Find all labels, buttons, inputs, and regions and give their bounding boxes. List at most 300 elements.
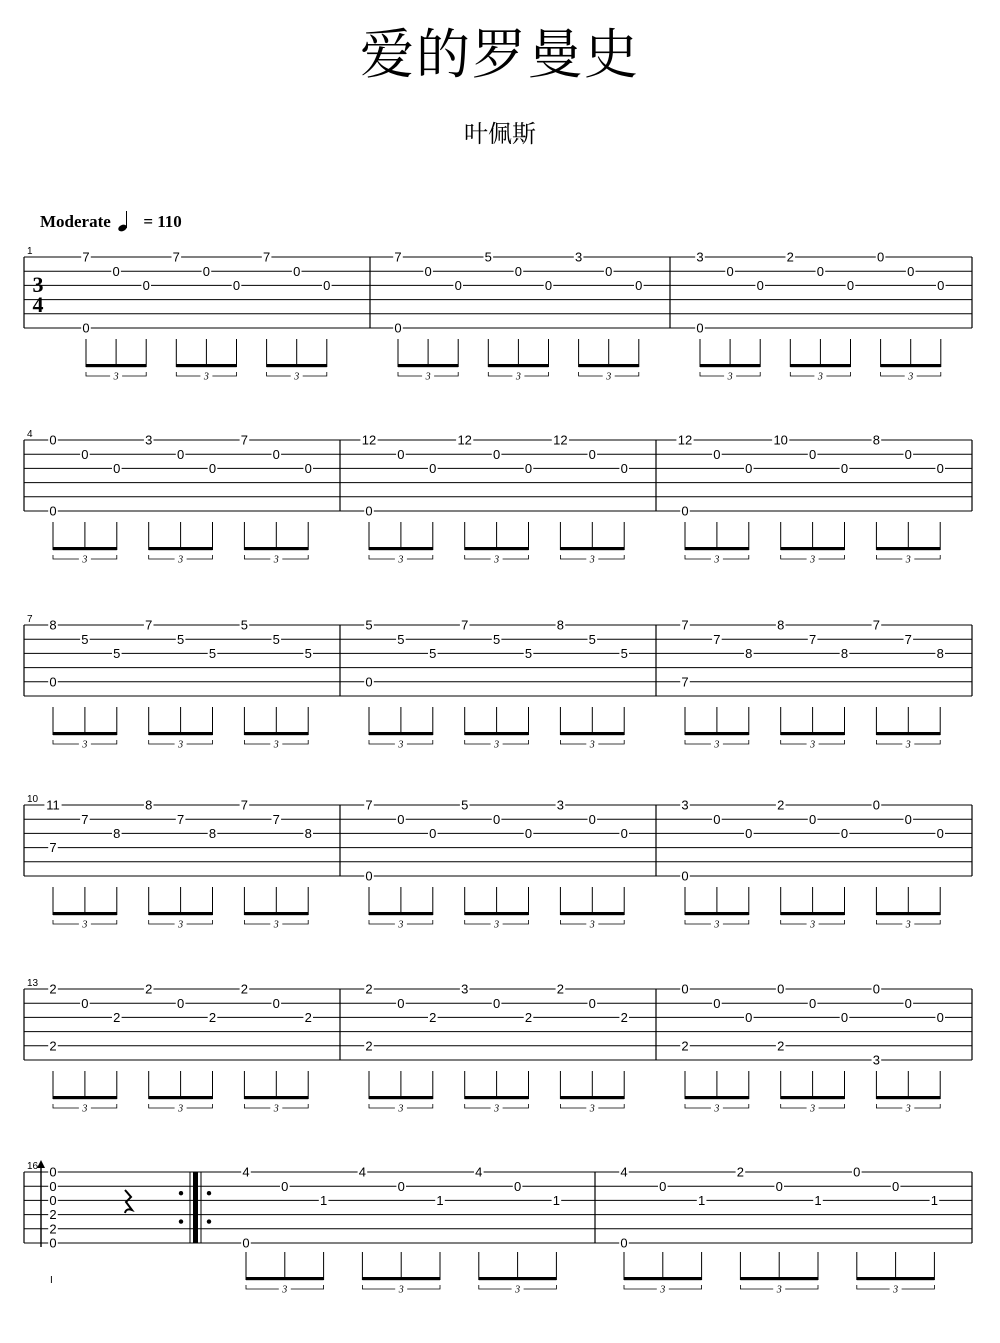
fret-number: 0 [681,981,689,997]
fret-number: 8 [872,432,881,448]
repeat-dot [179,1191,183,1195]
fret-number: 1 [552,1193,561,1208]
fret-number: 0 [808,811,817,827]
end-marker: I [50,1275,53,1286]
fret-number: 0 [588,811,596,827]
bass-fret-number: 0 [681,503,689,519]
fret-number: 5 [304,646,312,661]
fret-number: 0 [904,446,912,462]
beam [369,547,433,550]
beam [398,364,458,367]
fret-number: 8 [556,617,565,633]
fret-number: 0 [281,1178,289,1194]
fret-number: 7 [808,631,817,647]
fret-number: 0 [492,446,501,462]
tuplet-number: 3 [776,1284,782,1296]
beam [740,1277,818,1280]
fret-number: 0 [745,461,753,476]
fret-number: 0 [142,278,150,293]
tuplet-number: 3 [908,371,914,383]
tempo-text: Moderate [40,212,111,231]
fret-number: 0 [429,826,437,841]
fret-number: 7 [240,797,249,813]
bass-fret-number: 0 [620,1235,628,1251]
beam [362,1277,440,1280]
bass-fret-number: 0 [49,674,57,690]
fret-number: 2 [777,797,785,813]
beam [465,1096,529,1099]
song-title: 爱的罗曼史 [360,23,640,86]
fret-number: 0 [745,826,753,841]
fret-number: 7 [461,617,469,633]
tuplet-number: 3 [905,1103,911,1115]
tuplet-number: 3 [398,1284,404,1296]
fret-number: 7 [904,631,912,647]
fret-number: 0 [756,278,764,293]
beam [560,1096,624,1099]
tuplet-number: 3 [515,1284,521,1296]
fret-number: 0 [524,461,533,476]
tuplet-number: 3 [82,739,88,751]
fret-number: 0 [81,995,89,1011]
fret-number: 0 [936,1010,944,1025]
fret-number: 8 [113,826,121,841]
fret-number: 2 [556,981,565,997]
tuplet-number: 3 [727,371,733,383]
beam [149,547,213,550]
measure-number: 4 [27,429,33,440]
beam [560,547,624,550]
tuplet-number: 3 [589,1103,595,1115]
beam [876,1096,940,1099]
fret-number: 0 [492,811,501,827]
fret-number: 8 [777,617,785,633]
fret-number: 4 [358,1164,367,1180]
fret-number: 12 [457,432,472,448]
fret-number: 0 [726,263,734,279]
chord-fret-number: 0 [49,1235,57,1251]
fret-number: 0 [323,278,331,293]
fret-number: 3 [872,1052,881,1068]
tuplet-number: 3 [905,919,911,931]
fret-number: 5 [461,797,469,813]
fret-number: 0 [176,446,185,462]
fret-number: 0 [272,995,280,1011]
beam [560,732,624,735]
tuplet-number: 3 [178,554,184,566]
beam [267,364,327,367]
fret-number: 12 [677,432,693,448]
beam [857,1277,935,1280]
fret-number: 0 [202,263,211,279]
tuplet-number: 3 [82,1103,88,1115]
time-signature-bottom: 4 [32,292,44,317]
tuplet-number: 3 [273,739,279,751]
fret-number: 8 [49,617,57,633]
fret-number: 5 [429,646,437,661]
fret-number: 7 [872,617,881,633]
fret-number: 5 [240,617,249,633]
fret-number: 0 [936,826,944,841]
fret-number: 7 [394,249,402,265]
measure-number: 10 [27,794,39,805]
bass-fret-number: 2 [365,1038,373,1054]
fret-number: 5 [397,631,405,647]
bass-fret-number: 2 [49,1038,57,1054]
tuplet-number: 3 [810,919,816,931]
fret-number: 8 [304,826,312,841]
fret-number: 0 [544,278,553,293]
bass-fret-number: 0 [394,320,402,336]
beam [176,364,236,367]
beam [369,912,433,915]
beam [246,1277,324,1280]
beam [86,364,146,367]
fret-number: 0 [904,995,912,1011]
fret-number: 3 [461,981,469,997]
fret-number: 2 [304,1010,312,1025]
repeat-dot [207,1191,211,1195]
fret-number: 4 [475,1164,483,1180]
chord-fret-number: 0 [49,1178,57,1194]
bass-fret-number: 0 [696,320,704,336]
tuplet-number: 3 [294,371,300,383]
chord-fret-number: 2 [49,1207,57,1223]
fret-number: 0 [713,811,721,827]
fret-number: 0 [846,278,855,293]
fret-number: 8 [145,797,153,813]
tuplet-number: 3 [398,1103,404,1115]
beam [790,364,850,367]
fret-number: 7 [176,811,185,827]
tuplet-number: 3 [714,1103,720,1115]
fret-number: 0 [745,1010,753,1025]
fret-number: 0 [81,446,89,462]
fret-number: 0 [397,1178,405,1194]
beam [369,732,433,735]
fret-number: 2 [240,981,249,997]
tuplet-number: 3 [589,739,595,751]
fret-number: 1 [697,1193,706,1208]
fret-number: 1 [930,1193,939,1208]
tuplet-number: 3 [82,919,88,931]
fret-number: 0 [937,278,945,293]
fret-number: 0 [112,263,120,279]
fret-number: 7 [262,249,271,265]
fret-number: 0 [304,461,312,476]
beam [685,912,749,915]
tuplet-number: 3 [273,919,279,931]
beam [465,912,529,915]
bass-fret-number: 0 [49,503,57,519]
tuplet-number: 3 [606,371,612,383]
fret-number: 5 [620,646,628,661]
fret-number: 8 [208,826,217,841]
fret-number: 0 [232,278,241,293]
bass-fret-number: 0 [365,503,373,519]
fret-number: 3 [696,249,704,265]
fret-number: 2 [113,1010,121,1025]
fret-number: 2 [429,1010,437,1025]
tuplet-number: 3 [282,1284,288,1296]
tuplet-number: 3 [398,739,404,751]
fret-number: 0 [514,263,523,279]
fret-number: 7 [240,432,249,448]
fret-number: 5 [113,646,121,661]
tuplet-number: 3 [494,1103,500,1115]
fret-number: 0 [397,811,405,827]
tuplet-number: 3 [905,739,911,751]
fret-number: 7 [172,249,180,265]
fret-number: 7 [81,811,89,827]
fret-number: 0 [713,446,721,462]
fret-number: 0 [513,1178,522,1194]
fret-number: 0 [454,278,462,293]
fret-number: 0 [891,1178,900,1194]
tuplet-number: 3 [398,554,404,566]
tuplet-number: 3 [273,1103,279,1115]
beam [149,732,213,735]
tuplet-number: 3 [810,554,816,566]
tuplet-number: 3 [113,371,119,383]
beam [53,732,117,735]
fret-number: 0 [907,263,915,279]
measure-number: 16 [27,1161,39,1172]
beam [781,1096,845,1099]
fret-number: 5 [524,646,533,661]
bass-fret-number: 0 [82,320,90,336]
fret-number: 0 [777,981,785,997]
fret-number: 1 [436,1193,444,1208]
beam [465,547,529,550]
fret-number: 0 [635,278,643,293]
fret-number: 2 [524,1010,533,1025]
tuplet-number: 3 [398,919,404,931]
fret-number: 3 [145,432,153,448]
fret-number: 2 [786,249,794,265]
fret-number: 2 [365,981,373,997]
beam [560,912,624,915]
beam [700,364,760,367]
fret-number: 0 [524,826,533,841]
bass-fret-number: 7 [49,840,57,856]
beam [876,547,940,550]
fret-number: 0 [588,446,596,462]
bass-fret-number: 0 [365,868,373,884]
beam [488,364,548,367]
bass-fret-number: 0 [681,868,689,884]
fret-number: 4 [620,1164,628,1180]
fret-number: 0 [713,995,721,1011]
tuplet-number: 3 [817,371,823,383]
tuplet-number: 3 [494,554,500,566]
beam [781,732,845,735]
bass-fret-number: 0 [242,1235,250,1251]
fret-number: 11 [46,797,60,813]
fret-number: 0 [659,1178,667,1194]
fret-number: 0 [113,461,121,476]
time-signature-top: 3 [32,272,44,297]
fret-number: 8 [745,646,753,661]
measure-number: 13 [27,978,39,989]
fret-number: 12 [361,432,377,448]
beam [244,732,308,735]
fret-number: 2 [145,981,153,997]
fret-number: 0 [872,981,881,997]
fret-number: 0 [872,797,881,813]
fret-number: 0 [293,263,301,279]
fret-number: 3 [574,249,583,265]
fret-number: 7 [681,617,689,633]
beam [244,547,308,550]
chord-fret-number: 0 [49,1193,57,1208]
repeat-dot [207,1219,211,1223]
beam [876,732,940,735]
fret-number: 0 [605,263,613,279]
fret-number: 4 [242,1164,250,1180]
fret-number: 0 [429,461,437,476]
fret-number: 0 [840,826,849,841]
chord-fret-number: 0 [49,1164,57,1180]
fret-number: 7 [145,617,153,633]
bass-fret-number: 0 [365,674,373,690]
tuplet-number: 3 [494,739,500,751]
fret-number: 5 [81,631,89,647]
fret-number: 2 [736,1164,745,1180]
quarter-rest-icon [125,1190,132,1213]
beam [781,547,845,550]
measure-number: 7 [27,614,33,625]
fret-number: 5 [492,631,501,647]
fret-number: 5 [484,249,492,265]
fret-number: 5 [208,646,217,661]
fret-number: 2 [620,1010,628,1025]
tuplet-number: 3 [178,739,184,751]
beam [881,364,941,367]
fret-number: 0 [208,461,217,476]
beam [624,1277,702,1280]
tuplet-number: 3 [714,919,720,931]
tuplet-number: 3 [494,919,500,931]
beam [53,912,117,915]
tuplet-number: 3 [82,554,88,566]
fret-number: 1 [319,1193,328,1208]
fret-number: 7 [82,249,90,265]
fret-number: 7 [272,811,280,827]
fret-number: 2 [208,1010,217,1025]
tuplet-number: 3 [589,919,595,931]
tuplet-number: 3 [515,371,521,383]
beam [781,912,845,915]
fret-number: 0 [176,995,185,1011]
fret-number: 0 [272,446,280,462]
fret-number: 0 [808,995,817,1011]
fret-number: 0 [492,995,501,1011]
fret-number: 0 [904,811,912,827]
tempo-bpm: = 110 [143,212,182,231]
composer-name: 叶佩斯 [464,120,536,148]
fret-number: 7 [365,797,373,813]
fret-number: 5 [176,631,185,647]
fret-number: 2 [777,1038,785,1054]
fret-number: 8 [936,646,944,661]
fret-number: 0 [588,995,596,1011]
fret-number: 0 [49,432,57,448]
fret-number: 7 [713,631,721,647]
fret-number: 0 [775,1178,783,1194]
fret-number: 0 [936,461,944,476]
fret-number: 3 [556,797,565,813]
beam [685,732,749,735]
fret-number: 2 [49,981,57,997]
beam [876,912,940,915]
repeat-dot [179,1219,183,1223]
tuplet-number: 3 [178,1103,184,1115]
fret-number: 5 [588,631,596,647]
fret-number: 1 [814,1193,822,1208]
fret-number: 0 [840,1010,849,1025]
fret-number: 0 [424,263,432,279]
fret-number: 10 [773,432,788,448]
beam [685,1096,749,1099]
beam [369,1096,433,1099]
beam [53,547,117,550]
fret-number: 8 [840,646,849,661]
tuplet-number: 3 [905,554,911,566]
beam [465,732,529,735]
beam [244,1096,308,1099]
tuplet-number: 3 [714,554,720,566]
fret-number: 0 [397,995,405,1011]
arpeggio-arrow-icon [37,1160,45,1168]
fret-number: 2 [681,1038,689,1054]
tuplet-number: 3 [810,739,816,751]
repeat-thick-line [193,1172,198,1243]
tuplet-number: 3 [893,1284,899,1296]
tuplet-number: 3 [714,739,720,751]
beam [685,547,749,550]
measure-number: 1 [27,246,33,257]
fret-number: 0 [853,1164,861,1180]
fret-number: 12 [553,432,568,448]
chord-fret-number: 2 [49,1221,57,1237]
beam [149,1096,213,1099]
tuplet-number: 3 [589,554,595,566]
fret-number: 3 [681,797,689,813]
tuplet-number: 3 [273,554,279,566]
bass-fret-number: 7 [681,674,689,690]
fret-number: 5 [365,617,373,633]
beam [53,1096,117,1099]
tuplet-number: 3 [810,1103,816,1115]
beam [149,912,213,915]
tuplet-number: 3 [660,1284,666,1296]
beam [244,912,308,915]
beam [479,1277,557,1280]
fret-number: 0 [876,249,885,265]
fret-number: 5 [272,631,280,647]
fret-number: 0 [620,461,628,476]
fret-number: 0 [397,446,405,462]
beam [579,364,639,367]
tuplet-number: 3 [425,371,431,383]
fret-number: 0 [816,263,825,279]
tuplet-number: 3 [178,919,184,931]
tuplet-number: 3 [203,371,209,383]
fret-number: 0 [808,446,817,462]
fret-number: 0 [620,826,628,841]
fret-number: 0 [840,461,849,476]
